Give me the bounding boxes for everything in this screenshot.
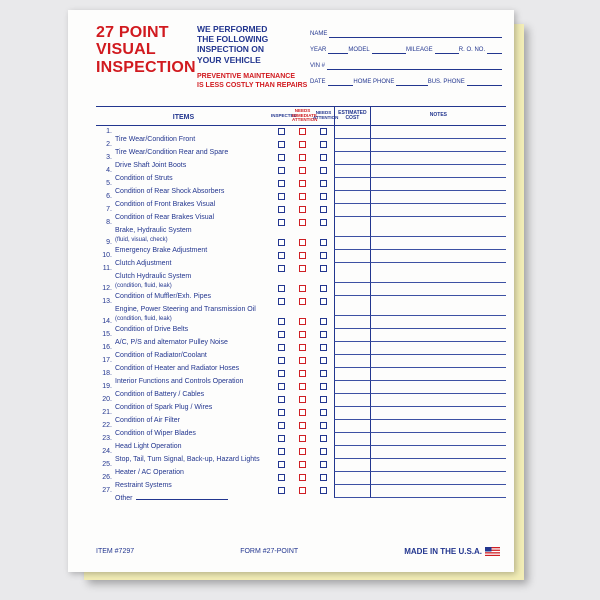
notes-cell[interactable] [370, 126, 506, 139]
other-write-in-line[interactable] [136, 493, 228, 500]
notes-cell[interactable] [370, 263, 506, 283]
item-number: 12. [102, 285, 112, 292]
table-row [96, 204, 506, 221]
table-row [96, 446, 506, 463]
needs-immediate-checkbox[interactable] [299, 239, 306, 246]
table-rows [96, 126, 506, 502]
inspected-checkbox[interactable] [278, 128, 285, 135]
needs-attention-checkbox[interactable] [320, 285, 327, 292]
item-cell [96, 394, 271, 411]
item-label: Condition of Radiator/Coolant [115, 352, 207, 359]
inspected-checkbox[interactable] [278, 167, 285, 174]
us-flag-icon [485, 547, 500, 556]
notes-cell[interactable] [370, 296, 506, 316]
needs-immediate-checkbox[interactable] [299, 252, 306, 259]
needs-immediate-checkbox[interactable] [299, 409, 306, 416]
item-number: 14. [102, 318, 112, 325]
notes-cell[interactable] [370, 152, 506, 165]
item-number: 15. [102, 331, 112, 338]
needs-attention-checkbox[interactable] [320, 396, 327, 403]
item-cell [96, 165, 271, 182]
form-title [96, 24, 196, 76]
estimated-cost-cell[interactable] [334, 420, 370, 433]
needs-attention-checkbox[interactable] [320, 383, 327, 390]
needs-immediate-checkbox[interactable] [299, 448, 306, 455]
needs-immediate-checkbox[interactable] [299, 422, 306, 429]
table-row [96, 191, 506, 208]
notes-cell[interactable] [370, 178, 506, 191]
item-cell [96, 316, 271, 333]
inspection-form-page [68, 10, 514, 572]
table-row [96, 485, 506, 502]
table-row [96, 329, 506, 346]
estimated-cost-cell[interactable] [334, 139, 370, 152]
needs-attention-checkbox[interactable] [320, 298, 327, 305]
inspected-checkbox[interactable] [278, 331, 285, 338]
ro-no-field[interactable] [459, 44, 502, 54]
item-number: 25. [102, 461, 112, 468]
year-field[interactable] [310, 44, 348, 54]
form-title-line: 27 POINT [96, 24, 169, 41]
item-cell [96, 152, 271, 169]
notes-column-header: NOTES [370, 107, 506, 125]
item-sublabel: (fluid, visual, check) [115, 237, 168, 243]
item-number: 26. [102, 474, 112, 481]
table-row [96, 355, 506, 372]
mileage-field[interactable] [406, 44, 459, 54]
needs-attention-checkbox[interactable] [320, 318, 327, 325]
item-number: 16. [102, 344, 112, 351]
estimated-cost-cell[interactable] [334, 342, 370, 355]
item-number: 17. [102, 357, 112, 364]
item-number: 27. [102, 487, 112, 494]
estimated-cost-column-header: ESTIMATED COST [334, 107, 370, 125]
table-row [96, 217, 506, 243]
item-cell [96, 459, 271, 476]
inspected-column-header: INSPECTED [270, 112, 297, 118]
estimated-cost-cell[interactable] [334, 217, 370, 237]
notes-cell[interactable] [370, 485, 506, 498]
needs-immediate-checkbox[interactable] [299, 206, 306, 213]
table-row [96, 165, 506, 182]
name-write-in-line[interactable] [329, 28, 502, 38]
inspected-checkbox[interactable] [278, 461, 285, 468]
notes-cell[interactable] [370, 204, 506, 217]
item-cell [96, 139, 271, 156]
item-label: Condition of Wiper Blades [115, 430, 196, 437]
estimated-cost-cell[interactable] [334, 316, 370, 329]
item-number: ITEM #7297 [96, 548, 135, 555]
item-cell [96, 250, 271, 267]
estimated-cost-cell[interactable] [334, 126, 370, 139]
estimated-cost-cell[interactable] [334, 204, 370, 217]
item-number: 5. [106, 180, 112, 187]
home-phone-write-in-line[interactable] [396, 76, 427, 86]
model-write-in-line[interactable] [372, 44, 406, 54]
needs-attention-checkbox[interactable] [320, 331, 327, 338]
home-phone-label: HOME PHONE [353, 79, 395, 85]
inspected-checkbox[interactable] [278, 435, 285, 442]
item-number: 1. [106, 128, 112, 135]
date-field[interactable] [310, 76, 353, 86]
table-header-row [96, 106, 506, 126]
estimated-cost-cell[interactable] [334, 485, 370, 498]
needs-attention-checkbox[interactable] [320, 206, 327, 213]
needs-immediate-checkbox[interactable] [299, 487, 306, 494]
notes-cell[interactable] [370, 381, 506, 394]
item-label: Restraint Systems [115, 482, 172, 489]
table-row [96, 250, 506, 267]
estimated-cost-cell[interactable] [334, 237, 370, 250]
inspected-checkbox[interactable] [278, 285, 285, 292]
needs-attention-checkbox[interactable] [320, 370, 327, 377]
item-label: A/C, P/S and alternator Pulley Noise [115, 339, 228, 346]
item-label: Engine, Power Steering and Transmission Oil [115, 306, 256, 313]
needs-immediate-checkbox[interactable] [299, 167, 306, 174]
notes-cell[interactable] [370, 368, 506, 381]
estimated-cost-cell[interactable] [334, 381, 370, 394]
notes-cell[interactable] [370, 237, 506, 250]
needs-attention-checkbox[interactable] [320, 344, 327, 351]
notes-cell[interactable] [370, 433, 506, 446]
needs-immediate-checkbox[interactable] [299, 180, 306, 187]
model-field[interactable] [348, 44, 406, 54]
table-row [96, 178, 506, 195]
item-label: Condition of Front Brakes Visual [115, 201, 216, 208]
inspected-checkbox[interactable] [278, 383, 285, 390]
notes-cell[interactable] [370, 316, 506, 329]
item-label: Condition of Battery / Cables [115, 391, 205, 398]
item-cell [96, 368, 271, 385]
needs-attention-checkbox[interactable] [320, 141, 327, 148]
year-write-in-line[interactable] [328, 44, 348, 54]
table-row [96, 459, 506, 476]
inspected-checkbox[interactable] [278, 298, 285, 305]
form-title-line: VISUAL [96, 41, 156, 59]
date-label: DATE [310, 79, 326, 85]
needs-immediate-checkbox[interactable] [299, 141, 306, 148]
item-number: 22. [102, 422, 112, 429]
needs-immediate-checkbox[interactable] [299, 331, 306, 338]
table-row [96, 139, 506, 156]
estimated-cost-cell[interactable] [334, 191, 370, 204]
item-number: 24. [102, 448, 112, 455]
name-label: NAME [310, 31, 328, 37]
item-label: Interior Functions and Controls Operation [115, 378, 244, 385]
inspected-checkbox[interactable] [278, 141, 285, 148]
item-number: 8. [106, 219, 112, 226]
item-label: Condition of Drive Belts [115, 326, 189, 333]
needs-attention-checkbox[interactable] [320, 154, 327, 161]
item-label: Head Light Operation [115, 443, 182, 450]
notes-cell[interactable] [370, 165, 506, 178]
needs-attention-checkbox[interactable] [320, 422, 327, 429]
table-row [96, 152, 506, 169]
item-label: Condition of Struts [115, 175, 173, 182]
notes-cell[interactable] [370, 283, 506, 296]
item-number: 9. [106, 239, 112, 246]
needs-attention-checkbox[interactable] [320, 128, 327, 135]
item-label: Emergency Brake Adjustment [115, 247, 208, 254]
item-number: 4. [106, 167, 112, 174]
ro-no-write-in-line[interactable] [487, 44, 502, 54]
item-cell [96, 329, 271, 346]
item-number: 7. [106, 206, 112, 213]
table-row [96, 407, 506, 424]
notes-cell[interactable] [370, 217, 506, 237]
item-label: Condition of Rear Brakes Visual [115, 214, 215, 221]
needs-immediate-checkbox[interactable] [299, 357, 306, 364]
item-number: 11. [102, 265, 112, 272]
notes-cell[interactable] [370, 459, 506, 472]
inspected-checkbox[interactable] [278, 154, 285, 161]
item-number: 3. [106, 154, 112, 161]
inspected-checkbox[interactable] [278, 474, 285, 481]
form-footer [96, 547, 500, 556]
item-number: 23. [102, 435, 112, 442]
needs-immediate-checkbox[interactable] [299, 219, 306, 226]
form-title-line: INSPECTION [96, 58, 196, 76]
item-label: Tire Wear/Condition Front [115, 136, 196, 143]
needs-attention-checkbox[interactable] [320, 180, 327, 187]
vin-write-in-line[interactable] [327, 60, 502, 70]
item-label: Stop, Tail, Turn Signal, Back-up, Hazard Lights [115, 456, 260, 463]
estimated-cost-cell[interactable] [334, 394, 370, 407]
performed-statement: WE PERFORMED THE FOLLOWING INSPECTION ON YOUR VEHICLE [197, 24, 269, 65]
needs-attention-checkbox[interactable] [320, 239, 327, 246]
item-label: Condition of Heater and Radiator Hoses [115, 365, 240, 372]
needs-immediate-checkbox[interactable] [299, 298, 306, 305]
needs-immediate-checkbox[interactable] [299, 370, 306, 377]
item-cell [96, 381, 271, 398]
item-label: Other [115, 495, 133, 502]
estimated-cost-cell[interactable] [334, 407, 370, 420]
inspected-checkbox[interactable] [278, 422, 285, 429]
mileage-label: MILEAGE [406, 47, 433, 53]
inspection-checklist-table [96, 106, 506, 502]
home-phone-field[interactable] [353, 76, 427, 86]
made-in-usa: MADE IN THE U.S.A. [404, 547, 500, 556]
notes-cell[interactable] [370, 446, 506, 459]
item-label: Brake, Hydraulic System [115, 227, 192, 234]
bus-phone-field[interactable] [428, 76, 502, 86]
mileage-write-in-line[interactable] [435, 44, 459, 54]
notes-cell[interactable] [370, 342, 506, 355]
estimated-cost-cell[interactable] [334, 250, 370, 263]
notes-cell[interactable] [370, 250, 506, 263]
notes-cell[interactable] [370, 191, 506, 204]
item-cell [96, 446, 271, 463]
needs-attention-checkbox[interactable] [320, 265, 327, 272]
needs-attention-checkbox[interactable] [320, 219, 327, 226]
estimated-cost-cell[interactable] [334, 472, 370, 485]
needs-attention-checkbox[interactable] [320, 435, 327, 442]
inspected-checkbox[interactable] [278, 252, 285, 259]
estimated-cost-cell[interactable] [334, 355, 370, 368]
item-cell [96, 217, 271, 243]
needs-immediate-checkbox[interactable] [299, 396, 306, 403]
item-number: 10. [102, 252, 112, 259]
item-cell [96, 420, 271, 437]
inspected-checkbox[interactable] [278, 344, 285, 351]
date-write-in-line[interactable] [328, 76, 354, 86]
item-label: Condition of Air Filter [115, 417, 180, 424]
needs-immediate-checkbox[interactable] [299, 344, 306, 351]
vin-field[interactable] [310, 60, 502, 70]
estimated-cost-cell[interactable] [334, 263, 370, 283]
notes-cell[interactable] [370, 329, 506, 342]
notes-cell[interactable] [370, 407, 506, 420]
notes-cell[interactable] [370, 472, 506, 485]
maintenance-tagline: PREVENTIVE MAINTENANCE IS LESS COSTLY THAN REPAIRS [197, 73, 308, 89]
table-row [96, 126, 506, 143]
item-label: Condition of Muffler/Exh. Pipes [115, 293, 211, 300]
item-sublabel: (condition, fluid, leak) [115, 316, 172, 322]
needs-immediate-checkbox[interactable] [299, 474, 306, 481]
table-row [96, 237, 506, 254]
item-cell [96, 342, 271, 359]
estimated-cost-cell[interactable] [334, 329, 370, 342]
item-label: Clutch Hydraulic System [115, 273, 192, 280]
item-label: Condition of Spark Plug / Wires [115, 404, 213, 411]
item-sublabel: (condition, fluid, leak) [115, 283, 172, 289]
inspected-checkbox[interactable] [278, 265, 285, 272]
estimated-cost-cell[interactable] [334, 446, 370, 459]
inspected-checkbox[interactable] [278, 219, 285, 226]
item-label: Clutch Adjustment [115, 260, 172, 267]
notes-cell[interactable] [370, 355, 506, 368]
estimated-cost-cell[interactable] [334, 178, 370, 191]
inspected-checkbox[interactable] [278, 409, 285, 416]
needs-attention-checkbox[interactable] [320, 461, 327, 468]
needs-immediate-checkbox[interactable] [299, 128, 306, 135]
inspected-checkbox[interactable] [278, 318, 285, 325]
table-row [96, 342, 506, 359]
estimated-cost-cell[interactable] [334, 283, 370, 296]
notes-cell[interactable] [370, 420, 506, 433]
estimated-cost-cell[interactable] [334, 433, 370, 446]
bus-phone-write-in-line[interactable] [467, 76, 502, 86]
needs-attention-checkbox[interactable] [320, 487, 327, 494]
item-label: Drive Shaft Joint Boots [115, 162, 187, 169]
table-row [96, 394, 506, 411]
item-number: 20. [102, 396, 112, 403]
estimated-cost-cell[interactable] [334, 165, 370, 178]
needs-attention-checkbox[interactable] [320, 193, 327, 200]
item-cell [96, 283, 271, 300]
model-label: MODEL [348, 47, 370, 53]
needs-immediate-checkbox[interactable] [299, 435, 306, 442]
item-cell [96, 126, 271, 143]
estimated-cost-cell[interactable] [334, 459, 370, 472]
inspected-checkbox[interactable] [278, 206, 285, 213]
item-number: 18. [102, 370, 112, 377]
item-cell [96, 472, 271, 489]
inspected-checkbox[interactable] [278, 448, 285, 455]
notes-cell[interactable] [370, 139, 506, 152]
needs-attention-checkbox[interactable] [320, 252, 327, 259]
table-row [96, 472, 506, 489]
needs-immediate-checkbox[interactable] [299, 265, 306, 272]
table-row [96, 368, 506, 385]
notes-cell[interactable] [370, 394, 506, 407]
estimated-cost-cell[interactable] [334, 296, 370, 316]
needs-attention-checkbox[interactable] [320, 357, 327, 364]
item-cell [96, 355, 271, 372]
item-cell [96, 204, 271, 221]
name-field[interactable] [310, 28, 502, 38]
needs-immediate-checkbox[interactable] [299, 383, 306, 390]
vin-label: VIN # [310, 63, 326, 69]
table-row [96, 316, 506, 333]
needs-attention-checkbox[interactable] [320, 409, 327, 416]
table-row [96, 283, 506, 300]
item-number: 2. [106, 141, 112, 148]
needs-immediate-checkbox[interactable] [299, 318, 306, 325]
item-label: Tire Wear/Condition Rear and Spare [115, 149, 229, 156]
ro-no-label: R. O. NO. [458, 47, 486, 53]
needs-attention-checkbox[interactable] [320, 448, 327, 455]
item-number: 19. [102, 383, 112, 390]
table-row [96, 420, 506, 437]
needs-attention-column-header: NEEDS ATTENTION [312, 110, 339, 120]
item-label: Condition of Rear Shock Absorbers [115, 188, 225, 195]
item-cell [96, 237, 271, 254]
item-label: Heater / AC Operation [115, 469, 184, 476]
item-cell [96, 485, 271, 502]
item-cell [96, 433, 271, 450]
needs-immediate-attention-column-header: NEEDS IMMEDIATE ATTENTION [291, 107, 318, 123]
bus-phone-label: BUS. PHONE [427, 79, 465, 85]
item-number: 13. [102, 298, 112, 305]
year-label: YEAR [310, 47, 327, 53]
inspected-checkbox[interactable] [278, 370, 285, 377]
form-number: FORM #27-POINT [240, 548, 299, 555]
item-cell [96, 407, 271, 424]
table-row [96, 433, 506, 450]
item-cell [96, 191, 271, 208]
inspected-checkbox[interactable] [278, 396, 285, 403]
needs-attention-checkbox[interactable] [320, 474, 327, 481]
needs-immediate-checkbox[interactable] [299, 285, 306, 292]
needs-immediate-checkbox[interactable] [299, 461, 306, 468]
inspected-checkbox[interactable] [278, 487, 285, 494]
needs-immediate-checkbox[interactable] [299, 193, 306, 200]
items-column-header: ITEMS [172, 113, 195, 121]
inspected-checkbox[interactable] [278, 193, 285, 200]
item-cell [96, 178, 271, 195]
inspected-checkbox[interactable] [278, 357, 285, 364]
customer-vehicle-fields [310, 22, 502, 86]
estimated-cost-cell[interactable] [334, 368, 370, 381]
item-number: 6. [106, 193, 112, 200]
needs-immediate-checkbox[interactable] [299, 154, 306, 161]
item-number: 21. [102, 409, 112, 416]
inspected-checkbox[interactable] [278, 180, 285, 187]
table-row [96, 381, 506, 398]
inspected-checkbox[interactable] [278, 239, 285, 246]
needs-attention-checkbox[interactable] [320, 167, 327, 174]
estimated-cost-cell[interactable] [334, 152, 370, 165]
